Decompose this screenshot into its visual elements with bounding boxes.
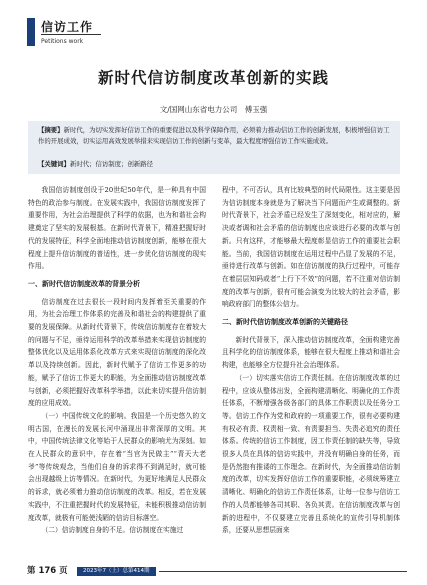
- left-column: [28, 184, 206, 537]
- abstract-text: 新时代，为切实发挥好信访工作的重要促进以及科学保障作用，必须着力推动信访工作的创新发展，积极增强信访工作的开展成效，切实运用高效发展举措来实现信访工作的创新与变革，最大程度增强信访工作实施成效。: [38, 126, 390, 145]
- section-heading: 二、新时代信访制度改革创新的关键路径: [222, 318, 348, 327]
- keywords-label: 【关键词】: [38, 160, 70, 168]
- paragraph: [28, 410, 206, 524]
- subheading: （一）中国传统文化的影响。: [41, 411, 131, 420]
- subheading: （二）信访制度自身的不足。: [41, 526, 130, 535]
- right-column: [222, 184, 400, 537]
- paragraph-text: 在信访制度改革的过程中，应该从整体出发，全面构建清晰化、明确化的工作责任体系，不断增强各级各部门的具体工作职责以及任务分工等。信访工作作为党和政府的一项重要工作，很有必要构建有权必有责、权责相一致、有责要担当、失责必追究的责任体系。传统的信访工作制度，因工作责任制的缺失等，导致很多人员在具体的信访实践中，并没有明确自身的任务，而是仍然抱有推诿的工作理念。在新时代，为全面推动信访制度的改革，切实发挥好信访工作的重要职能，必须统筹建立清晰化、明确化的信访工作责任体系，让每一位参与信访工作的人员都能够各司其职、各负其责。在信访制度改革与创新的进程中，不仅要建立完善且系统化的宣传引导机制体系，还要从思想层面来: [222, 373, 400, 535]
- paragraph: 新时代背景下，深入推动信访制度改革，全面构建完善且科学化的信访制度体系，能够在很大程度上推动和谐社会构建，也能够全方位提升社会治理体系。: [222, 335, 400, 370]
- issue-info: 2023年7（上）总第414期: [77, 567, 156, 576]
- paragraph: 信访制度在过去很长一段时间内发挥着至关重要的作用，为社会治理工作体系的完善及和谐社会的构建提供了重要的发展保障。从新时代背景下，传统信访制度存在着较大的问题与不足，亟待运用科学的改革举措来实现信访制度的整体优化以及运用体系化改革方式来实现信访制度的深化改革以及持续创新。因此，新时代赋予了信访工作更多的功能，赋予了信访工作更大的职能，为全面推动信访制度改革与创新，必须把握好改革科学举措，以此来切实提升信访制度的应用成效。: [28, 297, 206, 408]
- paragraph: 程中，不可否认，具有比较典型的时代局限性。这主要是因为信访制度本身就是为了解决当下问题而产生或调整的。新时代背景下，社会矛盾已经发生了深刻变化，相对应的，解决或者调和社会矛盾的信访制度也应该进行必要的改革与创新。只有这样，才能够最大程度彰显信访工作的重要社会职能。当前，我国信访制度在运用过程中凸显了发展的不足，亟待进行改革与创新。如在信访制度的执行过程中，可能存在着层层知码或者“上行下不效”的问题，若不注重对信访制度的改革与创新，很有可能会演变为比较大的社会矛盾，影响政府部门的整体公信力。: [222, 186, 400, 309]
- paragraph-text: 我国是一个历史悠久的文明古国，在漫长的发展长河中涌现出非常深厚的文明。其中，中国传统法律文化等始于人民群众的影响尤为深刻。如在人民群众的意识中，存在着“当官为民做主”“青天大老爷”等传统观念，当他们自身的诉求得不到满足时，就可能会出现越级上访等情况。在新时代，为更好地满足人民群众的诉求，就必须着力推动信访制度的改革。相反，若在发展实践中，不注重把握时代的发展特征，未能积极推动信访制度改革，就极有可能使浅陋的信访目标落空。: [28, 411, 206, 522]
- page-footer: [27, 560, 407, 580]
- page-number: 第 176 页: [27, 566, 68, 576]
- keywords-text: 新时代；信访制度；创新路径: [69, 160, 154, 168]
- keywords: [38, 159, 394, 170]
- footer-divider: [159, 571, 407, 572]
- section-header: [27, 8, 407, 54]
- paragraph-text: 信访制度在实施过: [129, 526, 184, 535]
- paragraph: [28, 524, 206, 537]
- abstract-label: 【摘要】: [38, 126, 64, 134]
- abstract-box: [28, 121, 400, 174]
- section-heading: 一、新时代信访制度改革的背景分析: [28, 279, 140, 288]
- section-color-mark: [27, 18, 35, 46]
- abstract: [38, 125, 394, 146]
- subheading: （一）切实落实信访工作责任制。: [235, 373, 339, 382]
- article-author: 文/国网山东省电力公司 傅玉强: [159, 105, 268, 114]
- section-title: 信访工作: [41, 20, 94, 34]
- section-english-title: Petitions work: [41, 38, 84, 45]
- header-divider: [41, 34, 101, 35]
- article-title: 新时代信访制度改革创新的实践: [97, 68, 329, 87]
- paragraph: [222, 372, 400, 537]
- paragraph: 我国信访制度创设于20世纪50年代，是一种具有中国特色的政治参与制度。在发展实践中，我国信访制度发挥了重要作用，为社会治理提供了科学的依据，也为和谐社会构建奠定了坚实的发展根基。在新时代背景下，精准把握好时代的发展特征，科学全面地推动信访制度创新，能够在很大程度上提升信访制度的普适性，进一步优化信访制度的现实作用。: [28, 186, 206, 271]
